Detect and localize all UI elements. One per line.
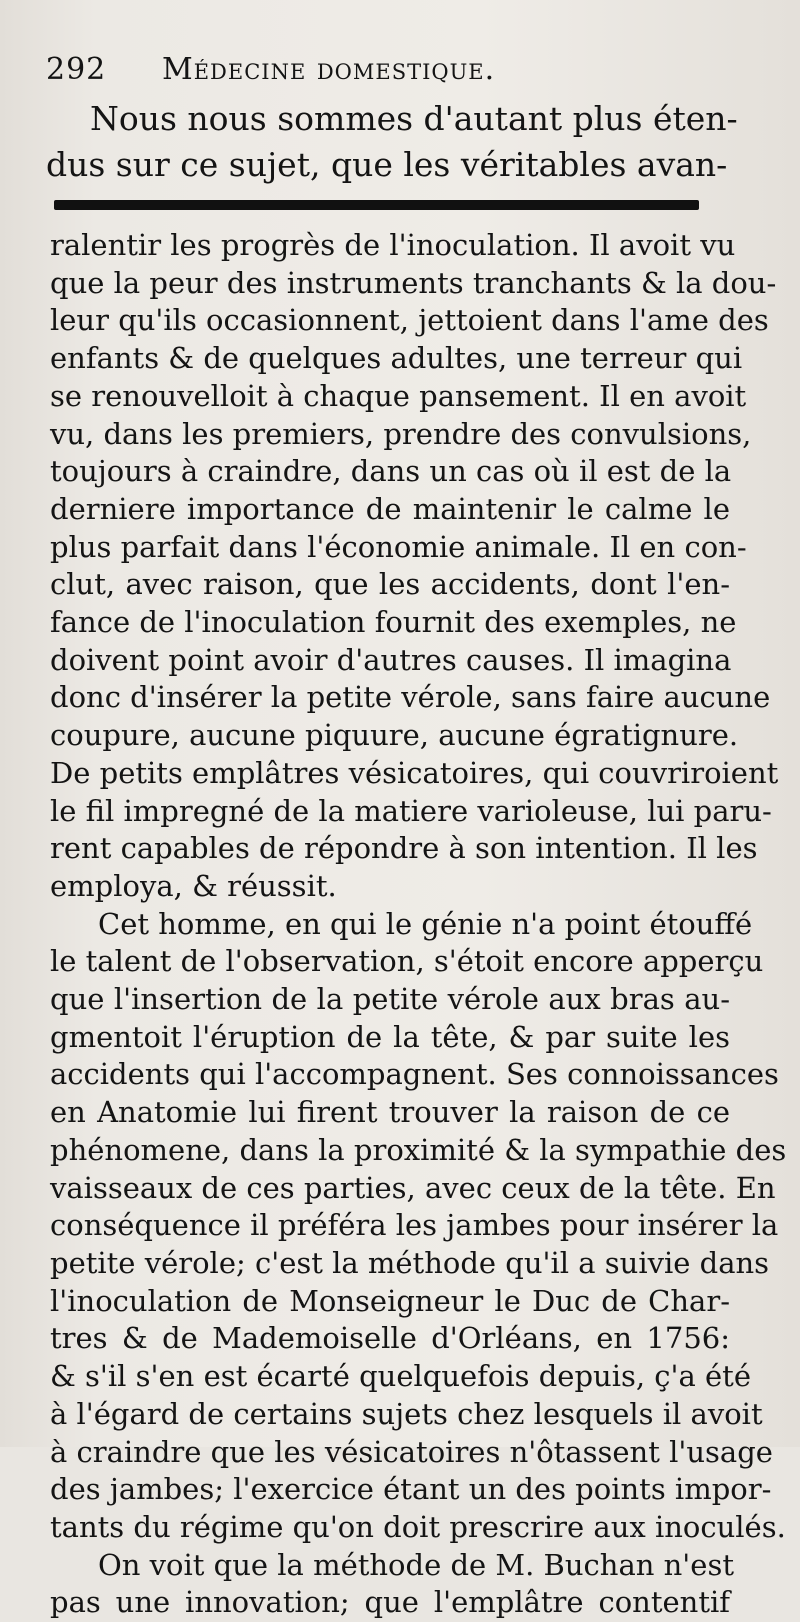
text-line: fance de l'inoculation fournit des exemples, ne [50, 605, 737, 640]
text-line: De petits emplâtres vésicatoires, qui couvriroient [50, 755, 779, 790]
text-line: en Anatomie lui firent trouver la raison de ce [50, 1095, 730, 1130]
text-line: employa, & réussit. [50, 868, 337, 903]
text-line: accidents qui l'accompagnent. Ses connoissances [50, 1057, 779, 1092]
text-line: ralentir les progrès de l'inoculation. Il avoit vu [50, 228, 736, 262]
text-line: que l'insertion de la petite vérole aux bras au- [50, 982, 730, 1017]
text-line: toujours à craindre, dans un cas où il est de la [50, 454, 732, 489]
running-header [46, 52, 746, 92]
text-line: leur qu'ils occasionnent, jettoient dans l'ame des [50, 303, 769, 338]
text-line: rent capables de répondre à son intention. Il les [50, 831, 758, 866]
page-number: 292 [46, 52, 107, 87]
text-line: le fil impregné de la matiere varioleuse, lui paru- [50, 793, 772, 828]
text-line: vaisseaux de ces parties, avec ceux de la tête. En [50, 1170, 776, 1205]
text-line: derniere importance de maintenir le calme le [50, 491, 730, 526]
text-line: le talent de l'observation, s'étoit encore apperçu [50, 944, 764, 979]
text-line: & s'il s'en est écarté quelquefois depuis, ç'a été [50, 1359, 751, 1394]
text-line: conséquence il préféra les jambes pour insérer la [50, 1208, 779, 1243]
text-line: à craindre que les vésicatoires n'ôtassent l'usage [50, 1434, 773, 1469]
text-line: doivent point avoir d'autres causes. Il imagina [50, 642, 732, 677]
text-line: tants du régime qu'on doit prescrire aux inoculés. [50, 1509, 786, 1544]
text-line: tres & de Mademoiselle d'Orléans, en 1756: [50, 1321, 730, 1356]
text-line: Cet homme, en qui le génie n'a point étouffé [98, 906, 753, 941]
text-line: enfants & de quelques adultes, une terreur qui [50, 341, 743, 376]
text-line: pas une innovation; que l'emplâtre contentif [50, 1585, 730, 1620]
section-rule [54, 200, 699, 210]
text-line: Nous nous sommes d'autant plus éten- [90, 99, 738, 138]
text-line: clut, avec raison, que les accidents, dont l'en- [50, 567, 730, 602]
text-line: l'inoculation de Monseigneur le Duc de Char- [50, 1283, 730, 1318]
text-line: à l'égard de certains sujets chez lesquels il avoit [50, 1396, 763, 1431]
running-title: Médecine domestique. [162, 52, 496, 87]
text-line: vu, dans les premiers, prendre des convulsions, [50, 416, 752, 451]
text-line: des jambes; l'exercice étant un des points impor- [50, 1472, 772, 1507]
text-line: dus sur ce sujet, que les véritables avan- [46, 145, 728, 184]
text-line: que la peur des instruments tranchants & la dou- [50, 265, 777, 300]
top-paragraph [46, 96, 738, 188]
text-line: phénomene, dans la proximité & la sympathie des [50, 1132, 787, 1167]
text-line: On voit que la méthode de M. Buchan n'est [98, 1547, 734, 1582]
text-line: plus parfait dans l'économie animale. Il en con- [50, 529, 747, 564]
text-line: coupure, aucune piquure, aucune égratignure. [50, 718, 739, 753]
text-line: petite vérole; c'est la méthode qu'il a suivie dans [50, 1245, 770, 1280]
text-line: gmentoit l'éruption de la tête, & par suite les [50, 1019, 730, 1054]
text-line: donc d'insérer la petite vérole, sans faire aucune [50, 680, 771, 715]
text-line: se renouvelloit à chaque pansement. Il en avoit [50, 378, 747, 413]
body-text [50, 227, 787, 1622]
